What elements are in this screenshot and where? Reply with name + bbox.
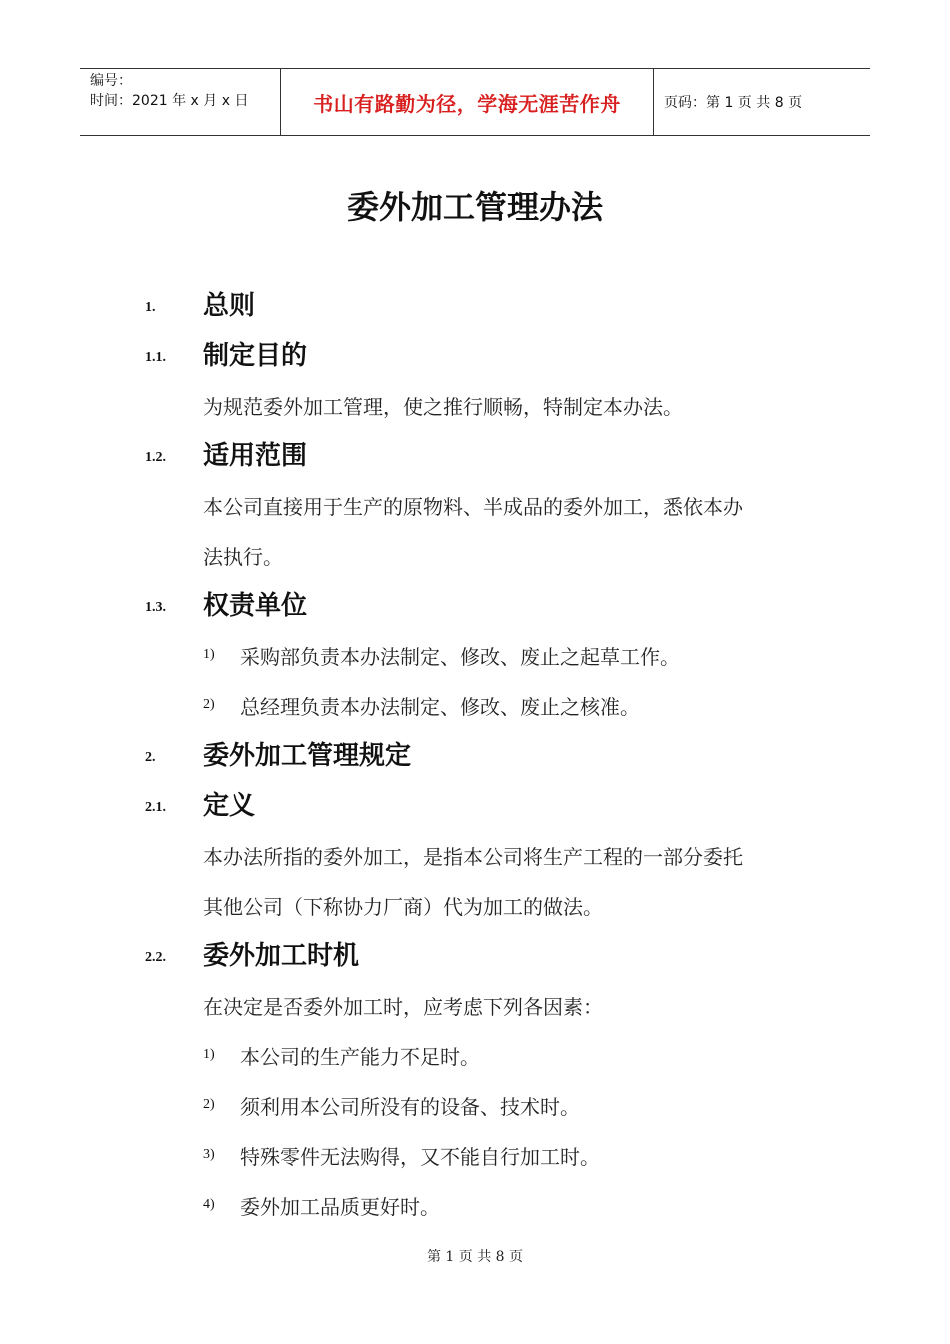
subsection-heading: 权责单位	[203, 591, 308, 621]
paragraph-text: 本办法所指的委外加工，是指本公司将生产工程的一部分委托	[203, 845, 743, 869]
section-number: 2.	[145, 750, 156, 765]
row-p	[0, 530, 950, 580]
row-h2	[0, 930, 950, 980]
row-li	[0, 1180, 950, 1230]
page-header	[80, 68, 870, 136]
subsection-heading: 适用范围	[203, 441, 308, 471]
list-item-number: 1)	[203, 647, 215, 662]
row-h2	[0, 780, 950, 830]
list-item-text: 委外加工品质更好时。	[240, 1195, 440, 1219]
row-li	[0, 1080, 950, 1130]
row-p	[0, 980, 950, 1030]
document-body	[0, 280, 950, 1230]
subsection-heading: 委外加工时机	[203, 941, 360, 971]
row-p	[0, 380, 950, 430]
subsection-heading: 定义	[203, 791, 256, 821]
list-item-number: 1)	[203, 1047, 215, 1062]
row-li	[0, 1130, 950, 1180]
section-heading: 总则	[203, 291, 256, 321]
section-number: 1.3.	[145, 600, 166, 615]
list-item-text: 采购部负责本办法制定、修改、废止之起草工作。	[240, 645, 680, 669]
row-h2	[0, 430, 950, 480]
section-number: 1.2.	[145, 450, 166, 465]
section-number: 2.2.	[145, 950, 166, 965]
paragraph-text: 法执行。	[203, 545, 283, 569]
section-number: 1.1.	[145, 350, 166, 365]
paragraph-text: 为规范委外加工管理，使之推行顺畅，特制定本办法。	[203, 395, 683, 419]
page-footer: 第 1 页 共 8 页	[426, 1249, 524, 1265]
list-item-number: 2)	[203, 697, 215, 712]
row-p	[0, 880, 950, 930]
list-item-text: 特殊零件无法购得，又不能自行加工时。	[240, 1145, 600, 1169]
row-li	[0, 680, 950, 730]
doc-date-label: 时间：2021 年 x 月 x 日	[90, 93, 249, 109]
list-item-text: 须利用本公司所没有的设备、技术时。	[240, 1095, 580, 1119]
list-item-number: 4)	[203, 1197, 215, 1212]
section-heading: 委外加工管理规定	[203, 741, 412, 771]
header-motto: 书山有路勤为径，学海无涯苦作舟	[281, 69, 654, 135]
section-number: 1.	[145, 300, 156, 315]
list-item-number: 3)	[203, 1147, 215, 1162]
row-h2	[0, 330, 950, 380]
list-item-text: 本公司的生产能力不足时。	[240, 1045, 480, 1069]
header-meta-cell	[80, 69, 281, 135]
row-p	[0, 480, 950, 530]
paragraph-text: 其他公司（下称协力厂商）代为加工的做法。	[203, 895, 603, 919]
document-title: 委外加工管理办法	[346, 188, 603, 226]
section-number: 2.1.	[145, 800, 166, 815]
row-li	[0, 630, 950, 680]
list-item-number: 2)	[203, 1097, 215, 1112]
paragraph-text: 本公司直接用于生产的原物料、半成品的委外加工，悉依本办	[203, 495, 743, 519]
paragraph-text: 在决定是否委外加工时，应考虑下列各因素：	[203, 995, 603, 1019]
header-page-info: 页码：第 1 页 共 8 页	[664, 95, 803, 111]
row-h1	[0, 730, 950, 780]
row-p	[0, 830, 950, 880]
subsection-heading: 制定目的	[203, 341, 308, 371]
row-li	[0, 1030, 950, 1080]
list-item-text: 总经理负责本办法制定、修改、废止之核准。	[240, 695, 640, 719]
doc-code-label: 编号：	[90, 73, 132, 89]
row-h1	[0, 280, 950, 330]
row-h2	[0, 580, 950, 630]
